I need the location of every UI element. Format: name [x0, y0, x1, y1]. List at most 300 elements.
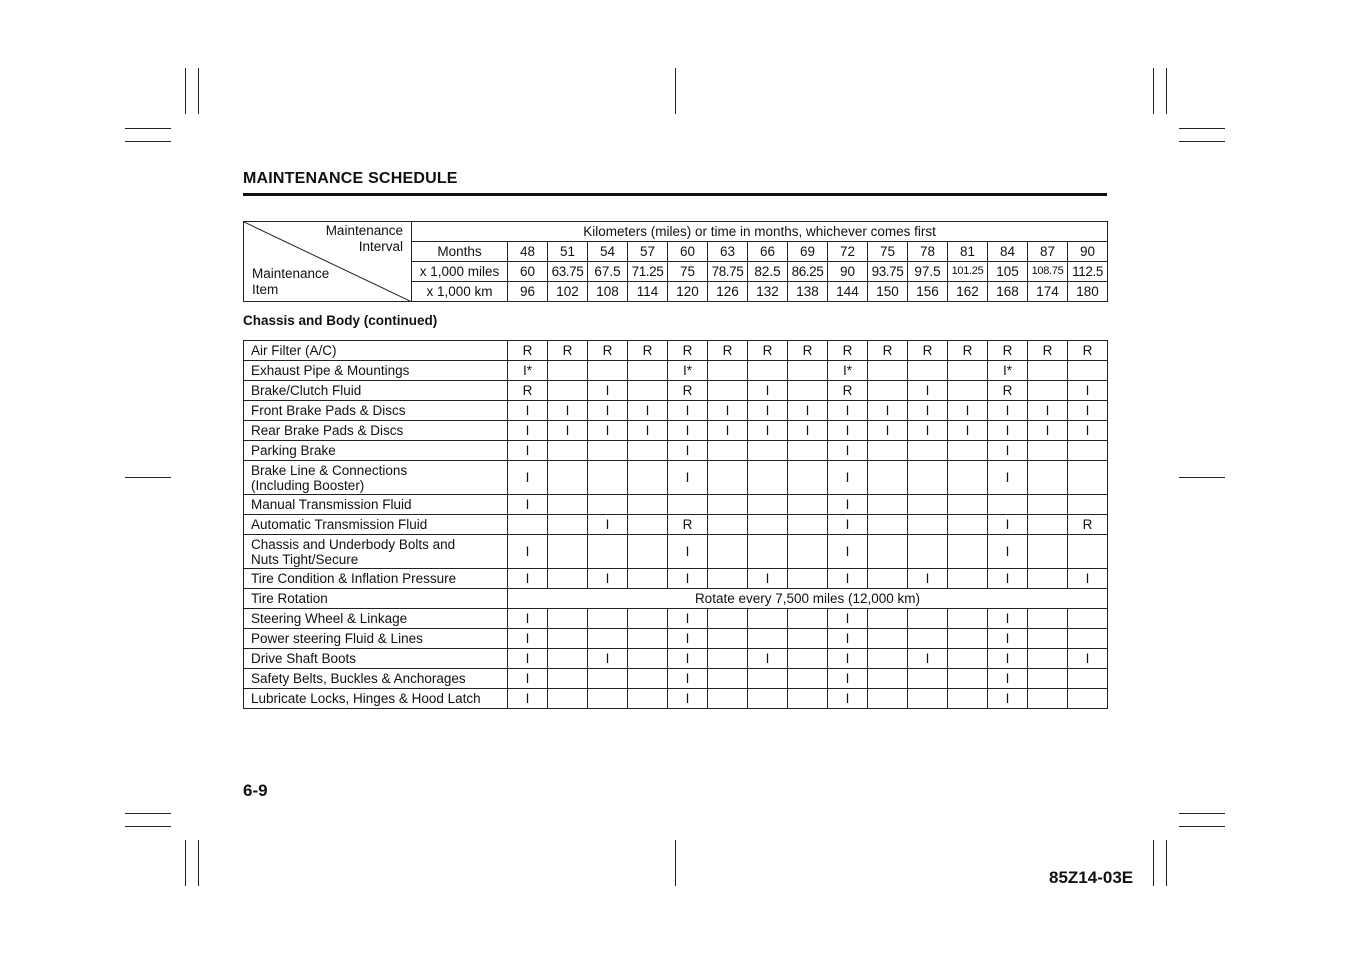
months-cell: 48 — [508, 242, 548, 262]
schedule-cell — [548, 495, 588, 515]
months-cell: 63 — [708, 242, 748, 262]
schedule-cell — [628, 669, 668, 689]
schedule-cell: R — [1068, 515, 1108, 535]
schedule-cell — [708, 495, 748, 515]
schedule-cell — [548, 629, 588, 649]
schedule-cell — [788, 361, 828, 381]
schedule-cell — [868, 689, 908, 709]
maintenance-item: Brake/Clutch Fluid — [244, 381, 508, 401]
schedule-cell: R — [508, 341, 548, 361]
schedule-cell: R — [628, 341, 668, 361]
interval-table — [243, 221, 1108, 302]
schedule-cell: R — [828, 381, 868, 401]
schedule-cell — [628, 515, 668, 535]
interval-corner-cell — [244, 222, 412, 302]
schedule-cell — [628, 441, 668, 461]
table-row — [244, 689, 1108, 709]
header-rule — [243, 193, 1107, 196]
schedule-cell: I — [788, 421, 828, 441]
schedule-cell — [948, 495, 988, 515]
schedule-cell: I — [748, 381, 788, 401]
km-cell: 156 — [908, 282, 948, 302]
schedule-cell — [908, 441, 948, 461]
schedule-cell — [548, 669, 588, 689]
table-row — [244, 421, 1108, 441]
schedule-cell — [1028, 689, 1068, 709]
schedule-cell — [1068, 689, 1108, 709]
schedule-cell: I — [828, 495, 868, 515]
miles-cell: 75 — [668, 262, 708, 282]
schedule-cell — [908, 495, 948, 515]
table-row — [244, 461, 1108, 495]
schedule-cell: R — [668, 381, 708, 401]
miles-cell: 93.75 — [868, 262, 908, 282]
schedule-cell — [908, 515, 948, 535]
table-row — [244, 341, 1108, 361]
schedule-cell: I* — [668, 361, 708, 381]
schedule-cell: I — [508, 461, 548, 495]
schedule-cell: I — [668, 629, 708, 649]
schedule-cell — [708, 535, 748, 569]
maintenance-item: Tire Condition & Inflation Pressure — [244, 569, 508, 589]
schedule-cell — [788, 381, 828, 401]
schedule-cell: I — [508, 649, 548, 669]
schedule-cell: I — [1028, 421, 1068, 441]
schedule-cell — [788, 609, 828, 629]
months-cell: 51 — [548, 242, 588, 262]
schedule-cell: R — [1068, 341, 1108, 361]
schedule-cell: R — [948, 341, 988, 361]
months-cell: 54 — [588, 242, 628, 262]
schedule-cell — [628, 361, 668, 381]
schedule-cell: R — [908, 341, 948, 361]
schedule-cell — [748, 669, 788, 689]
schedule-cell — [788, 689, 828, 709]
schedule-cell: I — [588, 381, 628, 401]
schedule-cell: I — [948, 401, 988, 421]
schedule-cell — [1028, 515, 1068, 535]
schedule-cell — [588, 495, 628, 515]
schedule-cell — [668, 495, 708, 515]
schedule-cell — [708, 609, 748, 629]
schedule-cell — [1068, 535, 1108, 569]
schedule-cell: I — [668, 669, 708, 689]
schedule-cell — [868, 461, 908, 495]
schedule-cell — [1068, 495, 1108, 515]
schedule-cell: I — [828, 461, 868, 495]
table-row — [244, 569, 1108, 589]
schedule-cell: I — [1068, 421, 1108, 441]
months-cell: 75 — [868, 242, 908, 262]
schedule-cell — [788, 441, 828, 461]
km-cell: 126 — [708, 282, 748, 302]
km-cell: 174 — [1028, 282, 1068, 302]
schedule-cell — [788, 569, 828, 589]
schedule-cell: I — [508, 689, 548, 709]
schedule-cell: I — [668, 689, 708, 709]
schedule-cell: I — [988, 401, 1028, 421]
schedule-cell: I — [828, 515, 868, 535]
schedule-cell — [908, 689, 948, 709]
schedule-cell: I — [1068, 381, 1108, 401]
schedule-cell: I — [948, 421, 988, 441]
schedule-cell — [588, 629, 628, 649]
table-row — [244, 589, 1108, 609]
schedule-cell: I — [668, 421, 708, 441]
schedule-cell — [1068, 441, 1108, 461]
schedule-cell: I — [828, 535, 868, 569]
schedule-cell — [508, 515, 548, 535]
schedule-cell: I — [908, 421, 948, 441]
schedule-cell: I — [828, 609, 868, 629]
schedule-cell: I — [1028, 401, 1068, 421]
schedule-cell — [748, 629, 788, 649]
schedule-cell — [588, 461, 628, 495]
schedule-cell — [908, 609, 948, 629]
km-cell: 138 — [788, 282, 828, 302]
schedule-cell — [548, 515, 588, 535]
schedule-cell: I — [588, 515, 628, 535]
months-cell: 60 — [668, 242, 708, 262]
months-cell: 66 — [748, 242, 788, 262]
table-row — [244, 515, 1108, 535]
schedule-cell — [948, 669, 988, 689]
table-row — [244, 381, 1108, 401]
schedule-cell — [868, 361, 908, 381]
table-row — [244, 609, 1108, 629]
schedule-cell — [548, 461, 588, 495]
schedule-cell — [868, 535, 908, 569]
schedule-cell — [868, 441, 908, 461]
schedule-cell — [1028, 629, 1068, 649]
miles-cell: 78.75 — [708, 262, 748, 282]
schedule-cell: I — [508, 669, 548, 689]
schedule-cell: I — [588, 569, 628, 589]
schedule-cell — [628, 609, 668, 629]
schedule-cell — [868, 629, 908, 649]
schedule-cell: I — [908, 381, 948, 401]
maintenance-item: Air Filter (A/C) — [244, 341, 508, 361]
schedule-cell: I — [588, 401, 628, 421]
schedule-cell: I — [828, 629, 868, 649]
schedule-cell: I — [668, 461, 708, 495]
schedule-cell — [1028, 649, 1068, 669]
schedule-cell: I — [588, 421, 628, 441]
schedule-cell — [748, 461, 788, 495]
km-cell: 120 — [668, 282, 708, 302]
schedule-cell: I — [988, 609, 1028, 629]
schedule-cell — [708, 569, 748, 589]
schedule-cell — [788, 495, 828, 515]
schedule-cell: I — [748, 401, 788, 421]
schedule-cell — [788, 515, 828, 535]
schedule-cell: R — [868, 341, 908, 361]
maintenance-item: Tire Rotation — [244, 589, 508, 609]
months-cell: 57 — [628, 242, 668, 262]
table-row — [244, 401, 1108, 421]
schedule-cell — [1028, 669, 1068, 689]
schedule-cell: R — [708, 341, 748, 361]
miles-cell: 90 — [828, 262, 868, 282]
schedule-cell — [1068, 461, 1108, 495]
km-cell: 114 — [628, 282, 668, 302]
schedule-cell — [1068, 361, 1108, 381]
miles-cell: 97.5 — [908, 262, 948, 282]
schedule-cell: I — [1068, 649, 1108, 669]
schedule-cell: I* — [828, 361, 868, 381]
schedule-cell — [748, 515, 788, 535]
miles-cell: 67.5 — [588, 262, 628, 282]
schedule-cell — [628, 535, 668, 569]
schedule-cell: I — [988, 421, 1028, 441]
schedule-cell — [908, 669, 948, 689]
km-cell: 108 — [588, 282, 628, 302]
table-row — [244, 629, 1108, 649]
schedule-cell — [628, 381, 668, 401]
table-row — [244, 669, 1108, 689]
schedule-cell: R — [588, 341, 628, 361]
schedule-cell — [868, 669, 908, 689]
schedule-cell — [708, 669, 748, 689]
km-label: x 1,000 km — [412, 282, 508, 302]
span-note: Rotate every 7,500 miles (12,000 km) — [508, 589, 1108, 609]
schedule-cell: I — [748, 569, 788, 589]
schedule-cell: I — [668, 569, 708, 589]
schedule-cell — [948, 535, 988, 569]
schedule-cell — [588, 535, 628, 569]
schedule-cell — [948, 441, 988, 461]
schedule-cell — [868, 381, 908, 401]
schedule-cell — [588, 609, 628, 629]
schedule-cell: I — [988, 569, 1028, 589]
schedule-cell — [868, 495, 908, 515]
schedule-cell — [948, 515, 988, 535]
schedule-cell: R — [1028, 341, 1068, 361]
corner-item-label: Maintenance Item — [252, 266, 330, 297]
schedule-cell — [548, 609, 588, 629]
schedule-cell: I — [908, 569, 948, 589]
maintenance-item: Rear Brake Pads & Discs — [244, 421, 508, 441]
schedule-cell — [788, 669, 828, 689]
schedule-cell — [708, 515, 748, 535]
schedule-cell — [1028, 461, 1068, 495]
schedule-cell: I — [548, 421, 588, 441]
schedule-cell: I — [988, 629, 1028, 649]
schedule-cell: I — [548, 401, 588, 421]
schedule-cell: I — [988, 515, 1028, 535]
schedule-cell: I — [868, 401, 908, 421]
schedule-cell — [748, 441, 788, 461]
schedule-cell — [1068, 609, 1108, 629]
schedule-cell — [948, 361, 988, 381]
schedule-cell: I — [908, 401, 948, 421]
schedule-cell — [948, 381, 988, 401]
schedule-cell — [748, 361, 788, 381]
schedule-cell — [548, 361, 588, 381]
schedule-cell — [948, 569, 988, 589]
schedule-cell — [1068, 629, 1108, 649]
schedule-cell — [628, 629, 668, 649]
km-cell: 96 — [508, 282, 548, 302]
schedule-cell: R — [548, 341, 588, 361]
schedule-cell: I — [1068, 401, 1108, 421]
maintenance-item: Parking Brake — [244, 441, 508, 461]
maintenance-item: Front Brake Pads & Discs — [244, 401, 508, 421]
schedule-cell — [708, 381, 748, 401]
schedule-cell — [1028, 535, 1068, 569]
interval-span-title: Kilometers (miles) or time in months, whichever comes first — [412, 222, 1108, 242]
schedule-cell — [1028, 381, 1068, 401]
months-cell: 78 — [908, 242, 948, 262]
schedule-table — [243, 340, 1108, 709]
schedule-cell — [948, 461, 988, 495]
schedule-cell — [788, 461, 828, 495]
schedule-cell: I — [828, 649, 868, 669]
maintenance-item: Power steering Fluid & Lines — [244, 629, 508, 649]
schedule-cell: I — [868, 421, 908, 441]
schedule-cell: I — [588, 649, 628, 669]
schedule-cell — [628, 649, 668, 669]
schedule-cell: I — [828, 689, 868, 709]
km-cell: 144 — [828, 282, 868, 302]
km-cell: 150 — [868, 282, 908, 302]
schedule-cell: R — [988, 341, 1028, 361]
months-cell: 90 — [1068, 242, 1108, 262]
schedule-cell — [548, 689, 588, 709]
km-cell: 168 — [988, 282, 1028, 302]
schedule-cell — [948, 649, 988, 669]
schedule-cell: R — [508, 381, 548, 401]
miles-cell: 63.75 — [548, 262, 588, 282]
schedule-cell — [708, 689, 748, 709]
schedule-cell — [948, 689, 988, 709]
schedule-cell — [548, 569, 588, 589]
schedule-cell — [948, 629, 988, 649]
schedule-cell: I* — [508, 361, 548, 381]
km-cell: 180 — [1068, 282, 1108, 302]
schedule-cell — [628, 461, 668, 495]
schedule-cell: I — [508, 609, 548, 629]
document-code: 85Z14-03E — [1049, 868, 1134, 887]
schedule-cell — [1028, 569, 1068, 589]
schedule-cell — [628, 495, 668, 515]
maintenance-item: Automatic Transmission Fluid — [244, 515, 508, 535]
schedule-cell: I — [508, 495, 548, 515]
schedule-cell: I — [668, 441, 708, 461]
schedule-cell — [1028, 495, 1068, 515]
schedule-cell — [788, 649, 828, 669]
schedule-cell: I — [828, 401, 868, 421]
schedule-cell — [708, 461, 748, 495]
schedule-cell: I — [668, 609, 708, 629]
schedule-cell: I — [708, 401, 748, 421]
schedule-cell — [988, 495, 1028, 515]
schedule-cell: I — [508, 401, 548, 421]
maintenance-item: Steering Wheel & Linkage — [244, 609, 508, 629]
schedule-cell: I — [788, 401, 828, 421]
schedule-cell: I — [508, 569, 548, 589]
km-cell: 162 — [948, 282, 988, 302]
schedule-cell — [1028, 609, 1068, 629]
schedule-cell — [708, 629, 748, 649]
schedule-cell: I — [988, 689, 1028, 709]
miles-cell: 108.75 — [1028, 262, 1068, 282]
table-row — [244, 649, 1108, 669]
schedule-cell — [548, 441, 588, 461]
schedule-cell — [748, 689, 788, 709]
maintenance-item: Lubricate Locks, Hinges & Hood Latch — [244, 689, 508, 709]
schedule-cell — [708, 441, 748, 461]
schedule-cell — [708, 649, 748, 669]
months-cell: 72 — [828, 242, 868, 262]
miles-cell: 101.25 — [948, 262, 988, 282]
schedule-cell — [788, 629, 828, 649]
maintenance-item: Manual Transmission Fluid — [244, 495, 508, 515]
schedule-cell: I — [748, 421, 788, 441]
maintenance-item: Brake Line & Connections (Including Booster) — [244, 461, 508, 495]
schedule-cell — [868, 569, 908, 589]
months-cell: 87 — [1028, 242, 1068, 262]
schedule-cell: I — [628, 421, 668, 441]
schedule-cell: I — [828, 441, 868, 461]
schedule-cell — [788, 535, 828, 569]
schedule-cell — [908, 361, 948, 381]
schedule-cell: I — [988, 649, 1028, 669]
miles-cell: 71.25 — [628, 262, 668, 282]
months-cell: 81 — [948, 242, 988, 262]
schedule-cell: I — [988, 669, 1028, 689]
miles-label: x 1,000 miles — [412, 262, 508, 282]
schedule-cell — [588, 361, 628, 381]
months-label: Months — [412, 242, 508, 262]
schedule-cell — [748, 495, 788, 515]
schedule-cell: I — [668, 649, 708, 669]
schedule-cell — [748, 535, 788, 569]
schedule-cell: I — [988, 535, 1028, 569]
schedule-cell: I — [988, 461, 1028, 495]
schedule-cell: I — [828, 669, 868, 689]
section-title: MAINTENANCE SCHEDULE — [243, 170, 458, 187]
schedule-cell — [1028, 441, 1068, 461]
months-cell: 84 — [988, 242, 1028, 262]
maintenance-item: Drive Shaft Boots — [244, 649, 508, 669]
schedule-cell: I — [828, 569, 868, 589]
miles-cell: 60 — [508, 262, 548, 282]
maintenance-item: Safety Belts, Buckles & Anchorages — [244, 669, 508, 689]
miles-cell: 105 — [988, 262, 1028, 282]
months-cell: 69 — [788, 242, 828, 262]
schedule-cell — [1028, 361, 1068, 381]
schedule-cell: I — [668, 535, 708, 569]
schedule-cell: R — [668, 341, 708, 361]
schedule-cell: I — [1068, 569, 1108, 589]
schedule-cell: I — [908, 649, 948, 669]
table-row — [244, 441, 1108, 461]
maintenance-item: Exhaust Pipe & Mountings — [244, 361, 508, 381]
schedule-cell: R — [988, 381, 1028, 401]
schedule-cell — [628, 569, 668, 589]
miles-cell: 86.25 — [788, 262, 828, 282]
schedule-cell — [1068, 669, 1108, 689]
schedule-cell — [868, 515, 908, 535]
maintenance-item: Chassis and Underbody Bolts and Nuts Tight/Secure — [244, 535, 508, 569]
schedule-cell: R — [668, 515, 708, 535]
schedule-cell — [908, 629, 948, 649]
table-row — [244, 361, 1108, 381]
schedule-cell: I — [508, 421, 548, 441]
schedule-cell: I — [828, 421, 868, 441]
schedule-cell — [908, 461, 948, 495]
